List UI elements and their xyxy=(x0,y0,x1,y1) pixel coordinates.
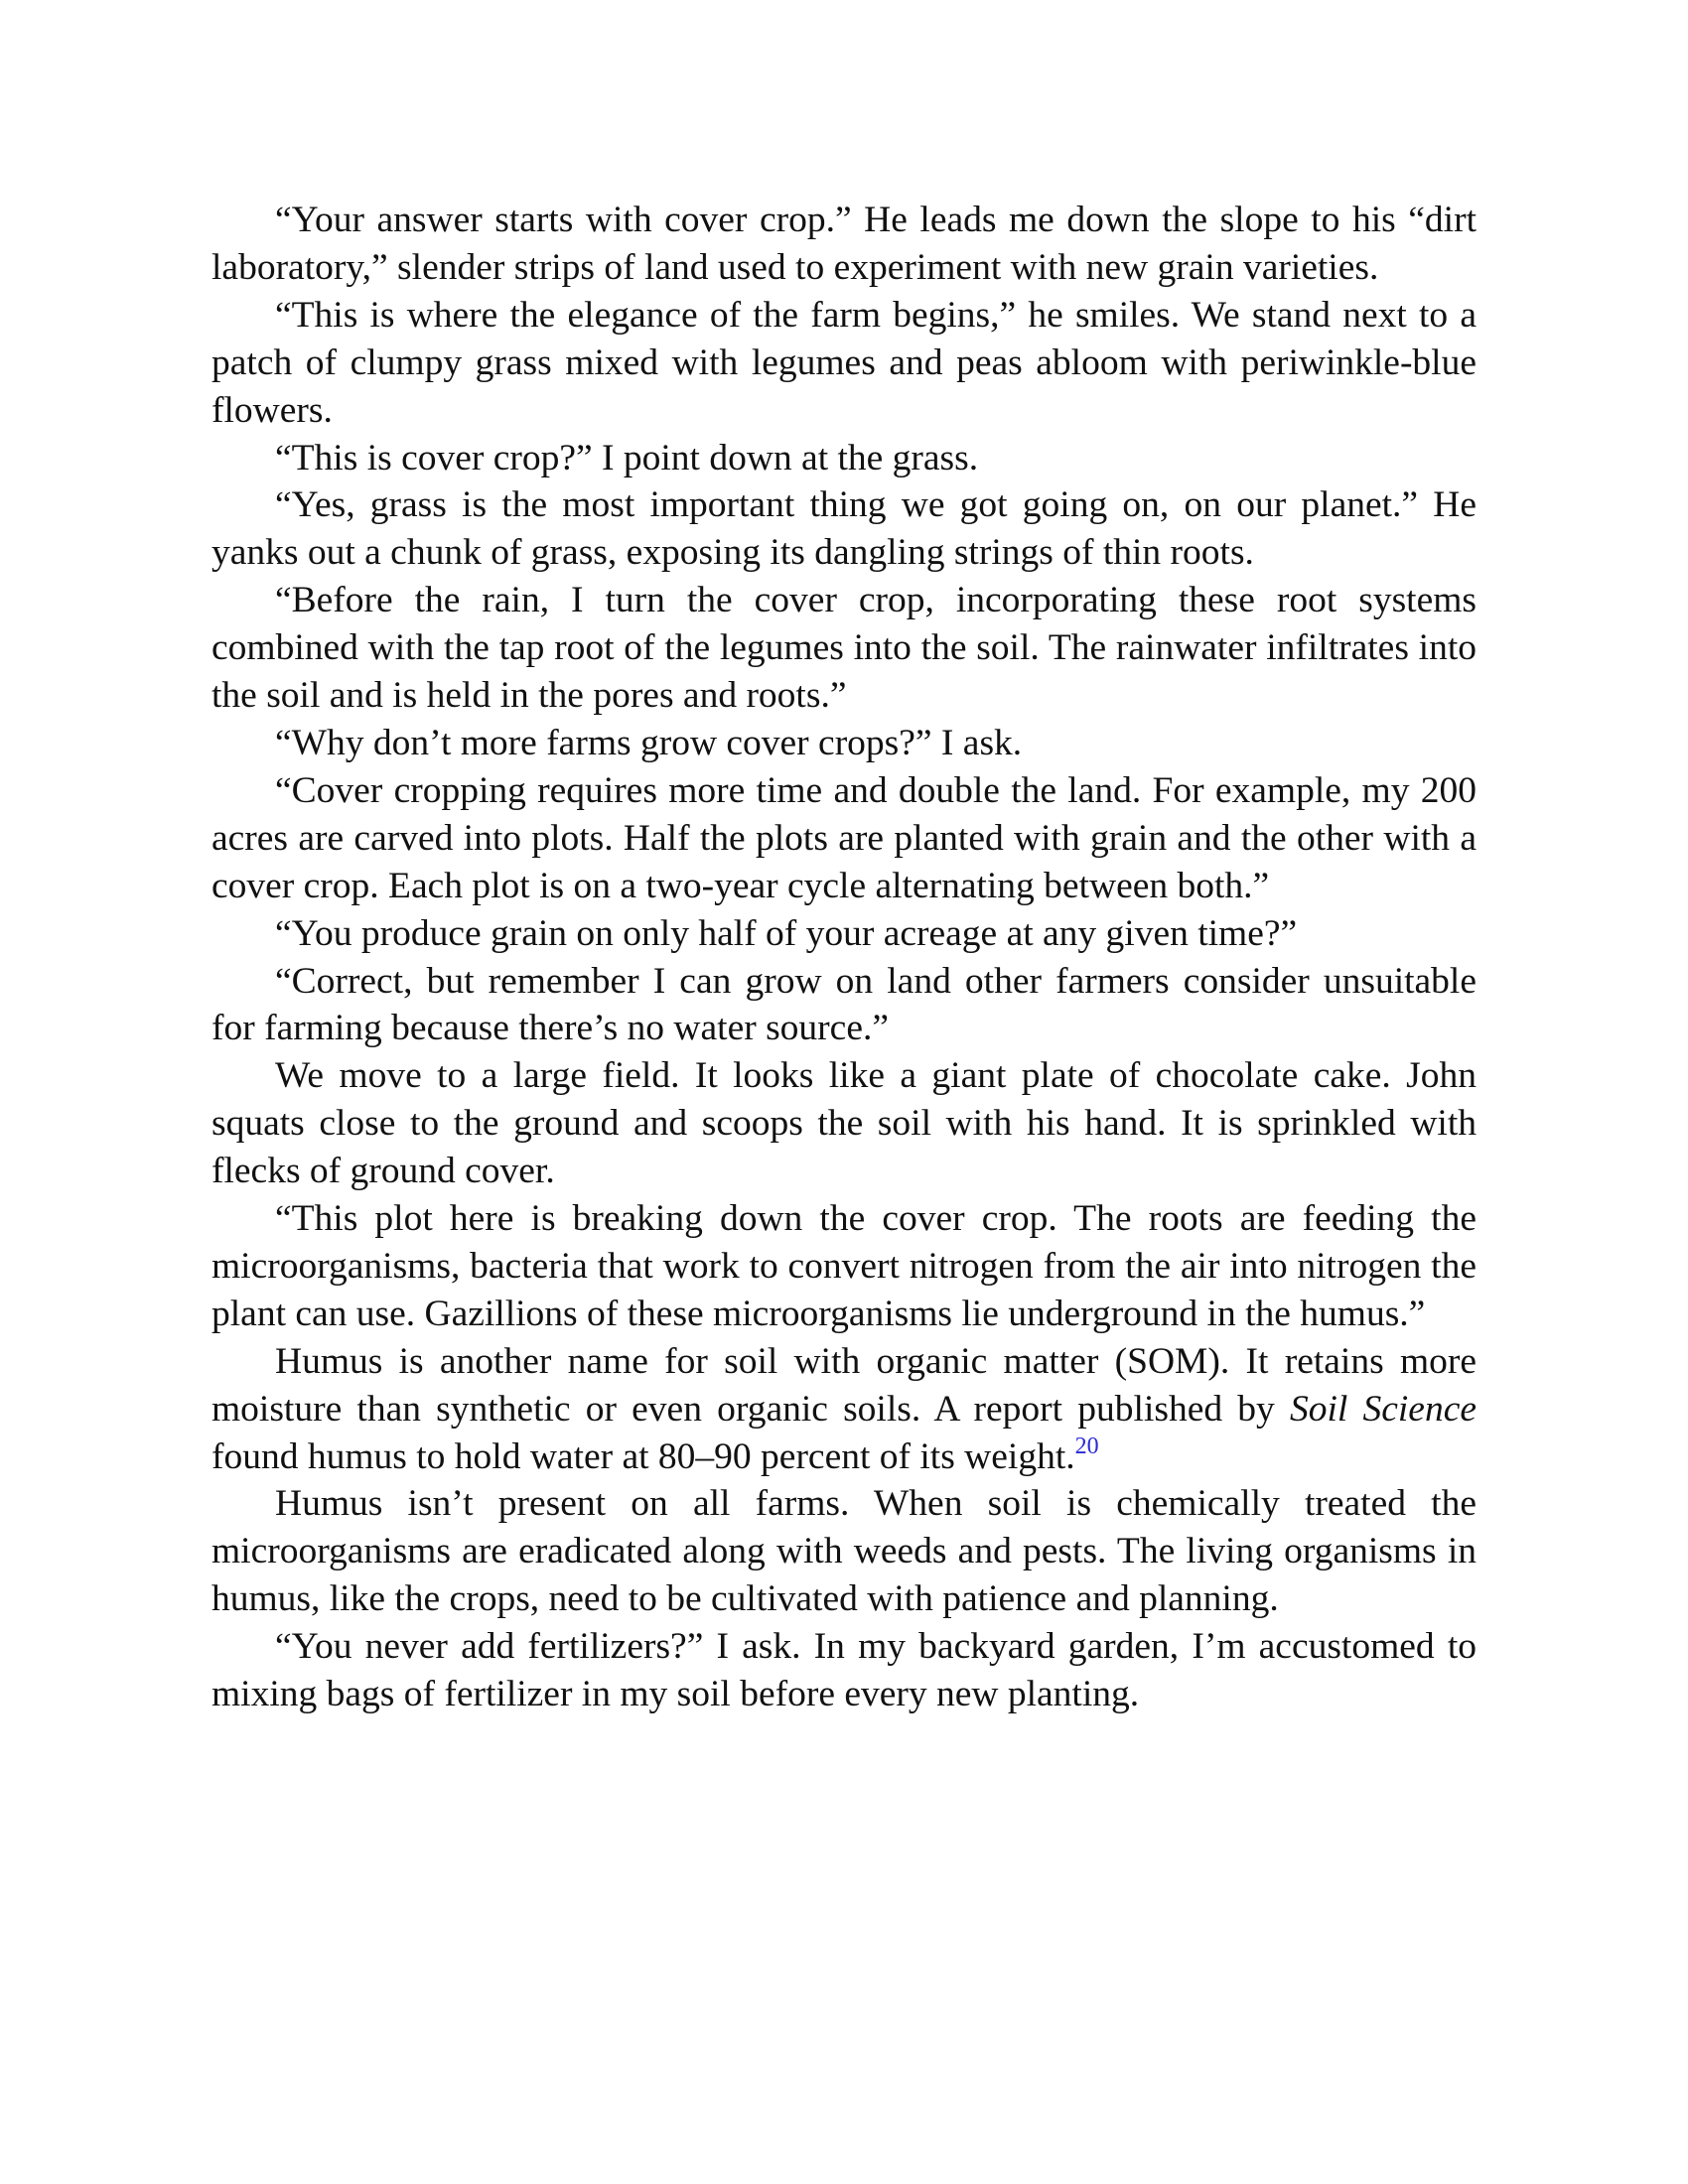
page-body xyxy=(211,197,1477,1718)
paragraph-is-cover-crop: “This is cover crop?” I point down at the grass. xyxy=(275,437,979,478)
journal-title-soil-science: Soil Science xyxy=(1289,1388,1477,1430)
paragraph-cover-cropping-requires: “Cover cropping requires more time and double the land. For example, my 200 acres are carved into plots. Half the plots are planted with grain and the other with a cover crop. Each plot is on a two-year cycle alternating between both.” xyxy=(211,769,1477,906)
paragraph-large-field: We move to a large field. It looks like a giant plate of chocolate cake. John squats close to the ground and scoops the soil with his hand. It is sprinkled with flecks of ground cover. xyxy=(211,1055,1477,1192)
paragraph-cover-crop-answer: “Your answer starts with cover crop.” He leads me down the slope to his “dirt laboratory,” slender strips of land used to experiment with new grain varieties. xyxy=(211,200,1477,288)
paragraph-humus-definition xyxy=(211,1338,1477,1481)
paragraph-why-dont-farms: “Why don’t more farms grow cover crops?” I ask. xyxy=(275,722,1023,763)
paragraph-grass-important: “Yes, grass is the most important thing we got going on, on our planet.” He yanks out a chunk of grass, exposing its dangling strings of thin roots. xyxy=(211,484,1477,574)
paragraph-never-add-fertilizers: “You never add fertilizers?” I ask. In my backyard garden, I’m accustomed to mixing bags of fertilizer in my soil before every new planting. xyxy=(211,1626,1477,1715)
paragraph-plot-breaking-down: “This plot here is breaking down the cover crop. The roots are feeding the microorganisms, bacteria that work to convert nitrogen from the air into nitrogen the plant can use. Gazillions of these microorganisms lie underground in the humus.” xyxy=(211,1198,1477,1334)
humus-text-before: Humus is another name for soil with organic matter (SOM). It retains more moisture than synthetic or even organic soils. A report published by xyxy=(211,1340,1477,1430)
paragraph-elegance-of-farm: “This is where the elegance of the farm begins,” he smiles. We stand next to a patch of clumpy grass mixed with legumes and peas abloom with periwinkle-blue flowers. xyxy=(211,294,1477,431)
paragraph-half-acreage: “You produce grain on only half of your acreage at any given time?” xyxy=(275,912,1298,954)
paragraph-correct-no-water: “Correct, but remember I can grow on land other farmers consider unsuitable for farming because there’s no water source.” xyxy=(211,960,1477,1049)
paragraph-before-rain: “Before the rain, I turn the cover crop, incorporating these root systems combined with the tap root of the legumes into the soil. The rainwater infiltrates into the soil and is held in the pores and roots.” xyxy=(211,580,1477,717)
paragraph-humus-not-present: Humus isn’t present on all farms. When soil is chemically treated the microorganisms are eradicated along with weeds and pests. The living organisms in humus, like the crops, need to be cultivated with patience and planning. xyxy=(211,1483,1477,1620)
humus-text-after: found humus to hold water at 80–90 percent of its weight. xyxy=(211,1435,1075,1477)
footnote-reference[interactable]: 20 xyxy=(1074,1433,1099,1459)
